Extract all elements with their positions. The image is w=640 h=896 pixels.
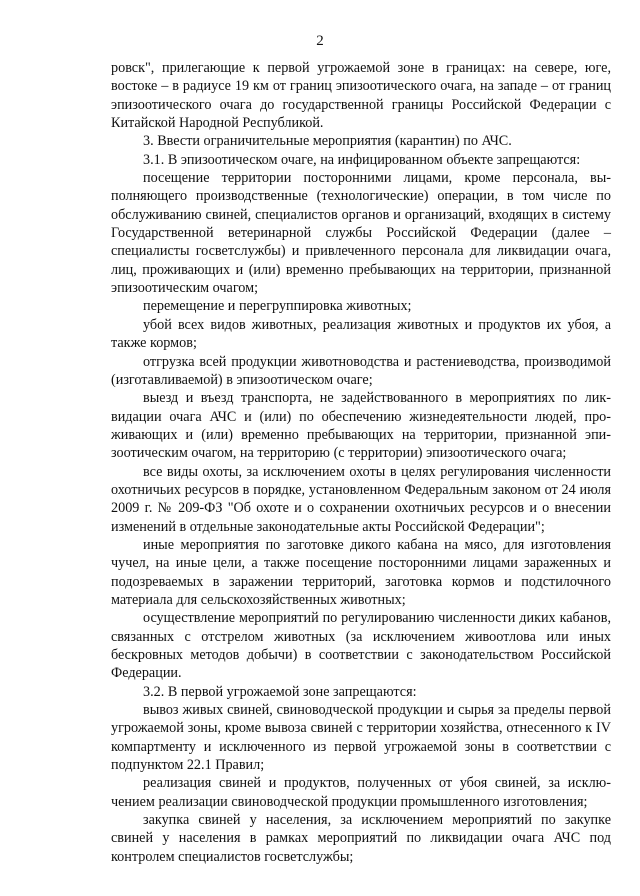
paragraph-12: 3.2. В первой угрожаемой зоне запрещаются: — [143, 683, 417, 700]
paragraph-1: ровск", прилегающие к первой угрожаемой зоне в границах: на севере, юге, востоке – в радиусе 19 км от границ эпизоотического очага, на западе – от границ эпизоотического очага до государственной границы Российской Федерации с Китайской Народной Республикой. — [111, 60, 611, 132]
paragraph-11: осуществление мероприятий по регулированию численности диких кабанов, связанных с отстрелом животных (за исключением живоотлова или иных бескровных методов добычи) в соответствии с законодательством Российской Федерации. — [111, 610, 611, 682]
paragraph-14: реализация свиней и продуктов, полученных от убоя свиней, за исключением реализации свиноводческой продукции промышленного изготовления; — [111, 775, 611, 810]
page-number: 2 — [316, 33, 324, 49]
paragraph-13: вывоз живых свиней, свиноводческой продукции и сырья за пределы первой угрожаемой зоны, кроме вывоза свиней с территории хозяйства, отнесенного к IV компартменту и исключенного из первой угрожаемой зоны в соответствии с подпунктом 22.1 Правил; — [111, 702, 611, 774]
paragraph-6: убой всех видов животных, реализация животных и продуктов их убоя, а также кормов; — [111, 316, 611, 352]
paragraph-15: закупка свиней у населения, за исключением мероприятий по закупке свиней у населения в рамках мероприятий по ликвидации очага АЧС под контролем специалистов госветслужбы; — [111, 812, 611, 865]
paragraph-9: все виды охоты, за исключением охоты в целях регулирования численности охотничьих ресурсов в порядке, установленном Федеральным законом от 24 июля 2009 г. № 209-ФЗ "Об охоте и о сохранении охотничьих ресурсов и о внесении изменений в отдельные законодательные акты Российской Федерации"; — [111, 463, 611, 535]
paragraph-5: перемещение и перегруппировка животных; — [143, 298, 412, 315]
paragraph-2: 3. Ввести ограничительные мероприятия (карантин) по АЧС. — [143, 133, 512, 150]
paragraph-8: выезд и въезд транспорта, не задействованного в мероприятиях по ликвидации очага АЧС и (или) по обеспечению жизнедеятельности людей, проживающих и (или) временно пребывающих на территории, признанной эпизоотическим очагом, на территорию (с территории) эпизоотического очага; — [111, 390, 611, 462]
paragraph-7: отгрузка всей продукции животноводства и растениеводства, производимой (изготавливаемой) в эпизоотическом очаге; — [111, 353, 611, 388]
paragraph-10: иные мероприятия по заготовке дикого кабана на мясо, для изготовления чучел, на иные цели, а также посещение посторонними лицами зараженных и подозреваемых в заражении территорий, заготовка кормов и подстилочного материала для сельскохозяйственных животных; — [111, 536, 611, 608]
paragraph-4: посещение территории посторонними лицами, кроме персонала, выполняющего производственные (технологические) операции, в том числе по обслуживанию свиней, специалистов органов и организаций, входящих в систему Государственной ветеринарной службы Российской Федерации (далее – специалисты госветслужбы) и привлеченного персонала для ликвидации очага, лиц, проживающих и (или) временно пребывающих на территории, признанной эпизоотическим очагом; — [111, 170, 611, 297]
paragraph-3: 3.1. В эпизоотическом очаге, на инфицированном объекте запрещаются: — [143, 151, 581, 168]
document-body — [111, 59, 611, 866]
